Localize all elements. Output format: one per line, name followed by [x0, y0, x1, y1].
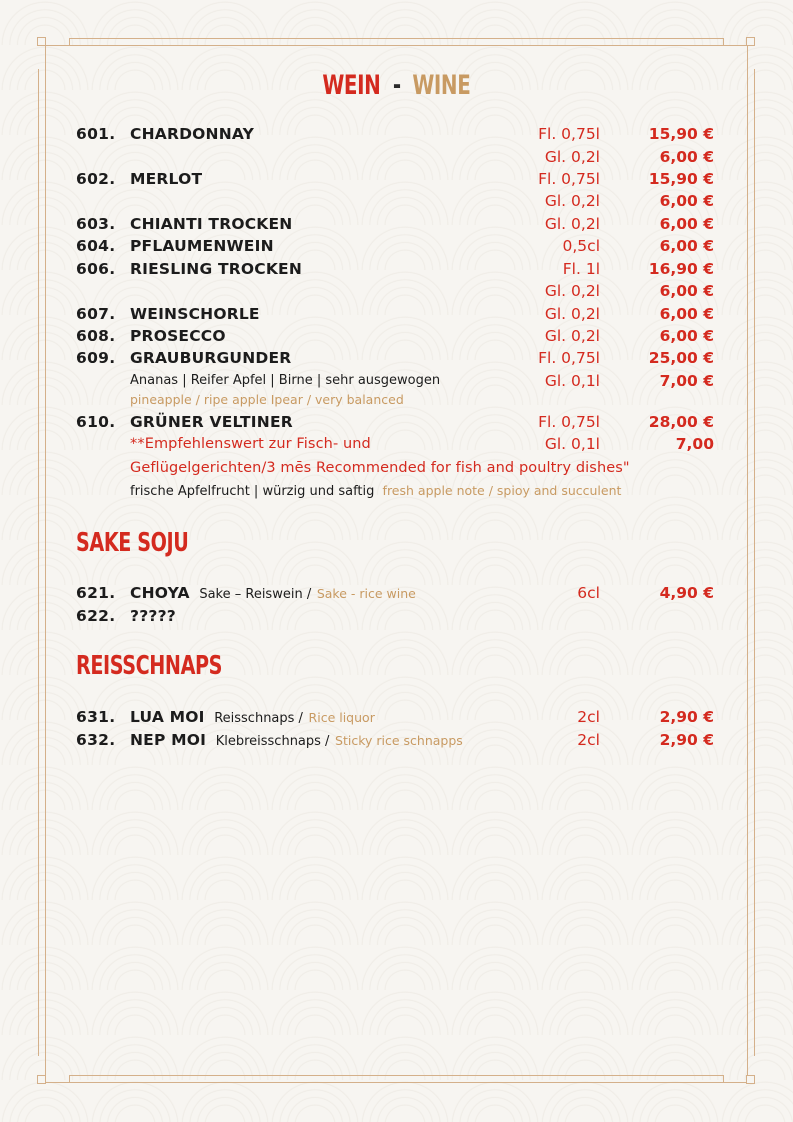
item-price: 6,00 € — [659, 215, 714, 233]
item-description: Ananas | Reifer Apfel | Birne | sehr ausgewogen — [130, 373, 441, 388]
item-name: GRAUBURGUNDER — [130, 349, 292, 367]
list-item — [0, 480, 793, 502]
item-description-en: pineapple / ripe apple Ipear / very balanced — [130, 392, 404, 407]
item-number: 632. — [76, 731, 116, 749]
list-item — [0, 303, 793, 325]
title-wein: WEIN — [322, 70, 381, 101]
item-price: 2,90 € — [659, 731, 714, 749]
title-wine: WINE — [412, 70, 471, 101]
item-quantity: 2cl — [577, 708, 600, 726]
item-name — [130, 706, 375, 730]
item-quantity: Fl. 0,75l — [538, 170, 600, 188]
item-name: CHIANTI TROCKEN — [130, 215, 293, 233]
item-price: 6,00 € — [659, 192, 714, 210]
list-item — [0, 213, 793, 235]
item-quantity: Fl. 0,75l — [538, 413, 600, 431]
list-item — [0, 347, 793, 369]
item-subtitle: Reisschnaps / — [214, 711, 303, 726]
item-price: 4,90 € — [659, 584, 714, 602]
item-quantity: 2cl — [577, 731, 600, 749]
item-number: 608. — [76, 327, 116, 345]
item-price: 6,00 € — [659, 327, 714, 345]
item-price: 6,00 € — [659, 148, 714, 166]
section-heading-reisschnaps: REISSCHNAPS — [76, 651, 223, 681]
item-name — [130, 729, 463, 753]
item-price: 6,00 € — [659, 305, 714, 323]
item-price: 2,90 € — [659, 708, 714, 726]
item-name: PROSECCO — [130, 327, 226, 345]
frame-corner-tl — [37, 37, 46, 46]
item-price: 6,00 € — [659, 237, 714, 255]
list-item — [0, 146, 793, 168]
item-quantity: 0,5cl — [562, 237, 600, 255]
item-quantity: Gl. 0,1l — [544, 372, 600, 390]
item-quantity: Gl. 0,2l — [544, 305, 600, 323]
item-name: RIESLING TROCKEN — [130, 260, 303, 278]
item-note: **Empfehlenswert zur Fisch- und — [130, 436, 371, 452]
frame-top-line — [69, 38, 724, 39]
list-item — [0, 258, 793, 280]
title-separator: - — [392, 70, 401, 101]
item-quantity: Gl. 0,2l — [544, 192, 600, 210]
list-item — [0, 582, 793, 604]
item-number: 622. — [76, 607, 116, 625]
item-subtitle-en: Rice liquor — [308, 710, 375, 725]
item-title: CHOYA — [130, 584, 190, 602]
item-subtitle: Klebreisschnaps / — [215, 734, 330, 749]
item-name: MERLOT — [130, 170, 203, 188]
item-name: PFLAUMENWEIN — [130, 237, 274, 255]
list-item — [0, 411, 793, 433]
item-quantity: Gl. 0,2l — [544, 282, 600, 300]
list-item — [0, 433, 793, 455]
item-number: 601. — [76, 125, 116, 143]
item-quantity: Gl. 0,2l — [544, 215, 600, 233]
list-item — [0, 325, 793, 347]
item-number: 607. — [76, 305, 116, 323]
list-item — [0, 280, 793, 302]
item-name: WEINSCHORLE — [130, 305, 260, 323]
item-name — [130, 582, 416, 606]
list-item — [0, 390, 793, 410]
page-title — [0, 70, 793, 101]
item-subtitle-en: Sticky rice schnapps — [335, 733, 463, 748]
item-name: CHARDONNAY — [130, 125, 255, 143]
item-quantity: Fl. 0,75l — [538, 349, 600, 367]
frame-corner-tr — [746, 37, 755, 46]
item-number: 603. — [76, 215, 116, 233]
item-number: 602. — [76, 170, 116, 188]
item-quantity: Gl. 0,2l — [544, 148, 600, 166]
item-price: 28,00 € — [648, 413, 714, 431]
list-item — [0, 370, 793, 392]
item-number: 604. — [76, 237, 116, 255]
item-description — [130, 480, 621, 503]
item-price: 7,00 — [675, 435, 714, 453]
frame-corner-br — [746, 1075, 755, 1084]
list-item — [0, 123, 793, 145]
item-subtitle: Sake – Reiswein / — [199, 587, 312, 602]
item-name: GRÜNER VELTINER — [130, 413, 293, 431]
item-price: 16,90 € — [648, 260, 714, 278]
item-quantity: Gl. 0,2l — [544, 327, 600, 345]
list-item — [0, 235, 793, 257]
item-name: ????? — [130, 607, 176, 625]
item-price: 15,90 € — [648, 170, 714, 188]
item-description-de: frische Apfelfrucht | würzig und saftig — [130, 484, 375, 499]
item-number: 609. — [76, 349, 116, 367]
item-number: 606. — [76, 260, 116, 278]
item-price: 25,00 € — [648, 349, 714, 367]
list-item — [0, 729, 793, 751]
item-number: 610. — [76, 413, 116, 431]
item-title: LUA MOI — [130, 708, 205, 726]
item-number: 621. — [76, 584, 116, 602]
frame-corner-bl — [37, 1075, 46, 1084]
item-quantity: Fl. 1l — [562, 260, 600, 278]
item-title: NEP MOI — [130, 731, 207, 749]
list-item — [0, 168, 793, 190]
section-heading-sake: SAKE SOJU — [76, 528, 189, 558]
item-price: 6,00 € — [659, 282, 714, 300]
item-quantity: 6cl — [577, 584, 600, 602]
item-description-en: fresh apple note / spioy and succulent — [382, 483, 622, 498]
item-quantity: Fl. 0,75l — [538, 125, 600, 143]
item-price: 7,00 € — [659, 372, 714, 390]
item-number: 631. — [76, 708, 116, 726]
item-subtitle-en: Sake - rice wine — [316, 586, 416, 601]
list-item — [0, 605, 793, 627]
list-item — [0, 457, 793, 479]
item-quantity: Gl. 0,1l — [544, 435, 600, 453]
list-item — [0, 706, 793, 728]
item-note: Geflügelgerichten/3 mēs Recommended for fish and poultry dishes" — [130, 460, 630, 476]
item-price: 15,90 € — [648, 125, 714, 143]
list-item — [0, 190, 793, 212]
